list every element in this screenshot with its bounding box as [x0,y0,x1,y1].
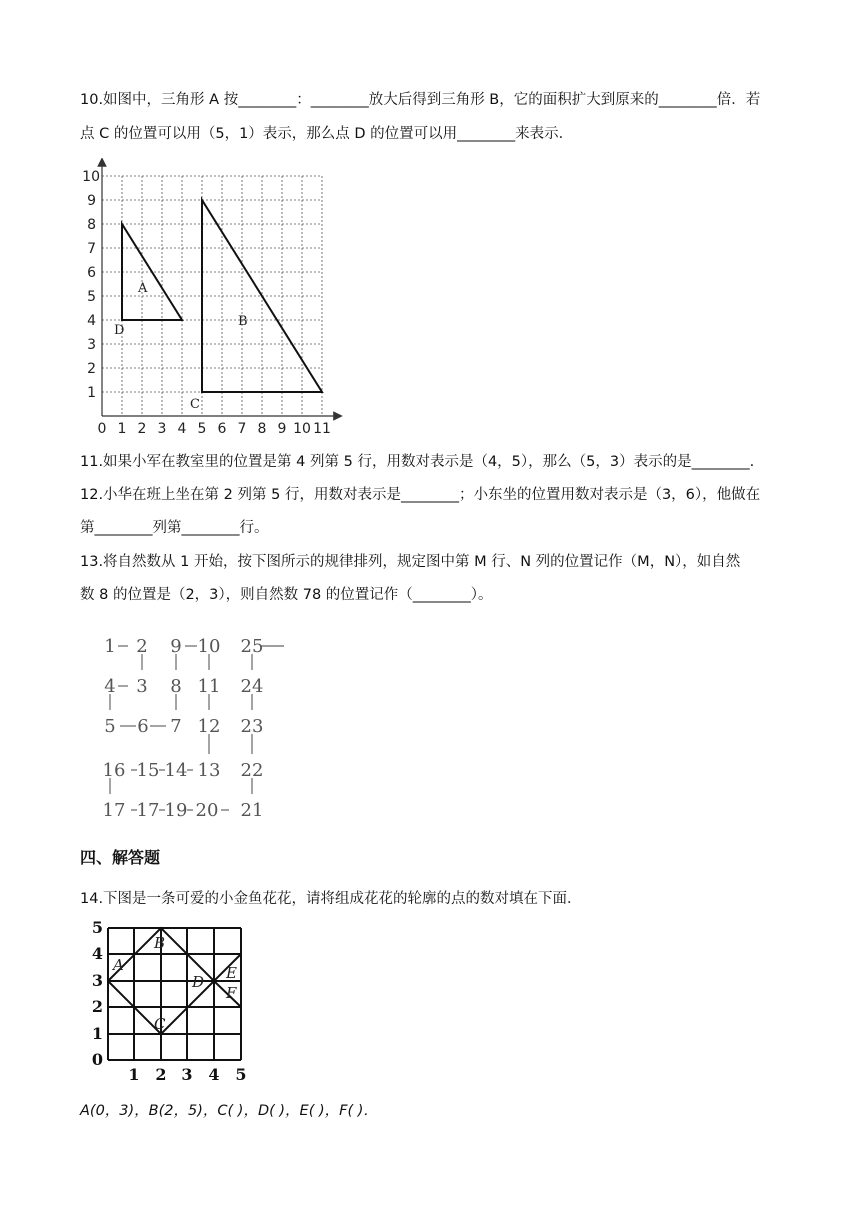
x-tick: 4 [177,421,187,437]
pattern-num: 5 [104,716,116,737]
pattern-num: 8 [170,676,182,697]
x-tick: 5 [197,421,207,437]
y-tick: 1 [87,385,96,401]
q11-line1: 11.如果小军在教室里的位置是第 4 列第 5 行，用数对表示是（4，5），那么（5，3）表示的是________. [80,454,755,470]
pattern-num: 19 [164,800,188,821]
pattern-num: 12 [197,716,221,737]
q13-line2: 数 8 的位置是（2，3），则自然数 78 的位置记作（________）。 [80,587,493,603]
x-tick: 2 [137,421,147,437]
x-tick: 1 [128,1065,140,1084]
q10-gridlines [102,176,322,416]
y-tick: 2 [87,361,96,377]
y-tick: 8 [87,217,96,233]
point-d-label: D [192,973,205,991]
x-tick: 10 [293,421,311,437]
q12-line1: 12.小华在班上坐在第 2 列第 5 行，用数对表示是________；小东坐的位置用数对表示是（3，6），他做在 [80,487,761,503]
y-tick: 0 [91,1050,103,1069]
pattern-num: 15 [136,760,160,781]
label-c: C [190,397,200,412]
q13-number-pattern [96,632,296,822]
pattern-num: 1 [104,636,116,657]
x-tick: 11 [313,421,331,437]
q14-answer-line: A(0，3)，B(2，5)，C( )，D( )，E( )，F( )． [80,1103,378,1119]
pattern-num: 16 [102,760,126,781]
label-b: B [238,314,248,329]
x-tick: 9 [277,421,287,437]
q13-line1: 13.将自然数从 1 开始，按下图所示的规律排列，规定图中第 M 行、N 列的位置记作（M，N），如自然 [80,554,741,570]
x-tick: 8 [257,421,267,437]
label-a: A [138,281,148,296]
pattern-num: 4 [104,676,116,697]
section-heading: 四、解答题 [80,848,161,867]
y-tick: 4 [87,313,96,329]
point-c-label: C [154,1015,166,1033]
pattern-num: 23 [240,716,264,737]
x-tick: 7 [237,421,247,437]
pattern-num: 13 [197,760,221,781]
y-tick: 6 [87,265,96,281]
pattern-num: 3 [136,676,148,697]
y-tick: 9 [87,193,96,209]
pattern-num: 10 [197,636,221,657]
x-tick: 0 [97,421,107,437]
y-tick: 1 [91,1024,103,1043]
x-tick: 6 [217,421,227,437]
point-b-label: B [154,934,166,952]
x-tick: 1 [117,421,127,437]
pattern-num: 14 [164,760,188,781]
point-f-label: F [226,984,237,1002]
pattern-num: 6 [137,716,149,737]
q14-line1: 14.下图是一条可爱的小金鱼花花，请将组成花花的轮廓的点的数对填在下面． [80,891,582,907]
pattern-num: 24 [240,676,264,697]
pattern-num: 2 [136,636,148,657]
q10-line1: 10.如图中，三角形 A 按________：________放大后得到三角形 B，它的面积扩大到原来的________倍．若 [80,92,761,108]
pattern-num: 17 [136,800,160,821]
q10-grid-figure [80,158,350,440]
y-tick: 7 [87,241,96,257]
q14-fish-figure [86,918,256,1088]
pattern-num: 11 [197,676,221,697]
q10-line2: 点 C 的位置可以用（5，1）表示，那么点 D 的位置可以用________来表示． [80,126,574,142]
pattern-num: 7 [170,716,182,737]
x-tick: 3 [181,1065,193,1084]
y-tick: 10 [82,169,100,185]
y-tick: 3 [91,971,103,990]
q12-line2: 第________列第________行。 [80,520,269,536]
y-tick: 5 [87,289,96,305]
pattern-num: 22 [240,760,264,781]
pattern-num: 25 [240,636,264,657]
x-tick: 3 [157,421,167,437]
y-tick: 4 [91,944,103,963]
point-a-label: A [113,956,124,974]
y-tick: 2 [91,997,103,1016]
y-tick: 3 [87,337,96,353]
y-tick: 5 [91,918,103,937]
x-tick: 5 [235,1065,247,1084]
pattern-num: 9 [170,636,182,657]
pattern-num: 21 [240,800,264,821]
point-e-label: E [226,964,237,982]
x-tick: 4 [208,1065,220,1084]
pattern-num: 17 [102,800,126,821]
x-tick: 2 [155,1065,167,1084]
label-d: D [114,323,125,338]
q14-grid [108,928,241,1060]
pattern-num: 20 [195,800,219,821]
